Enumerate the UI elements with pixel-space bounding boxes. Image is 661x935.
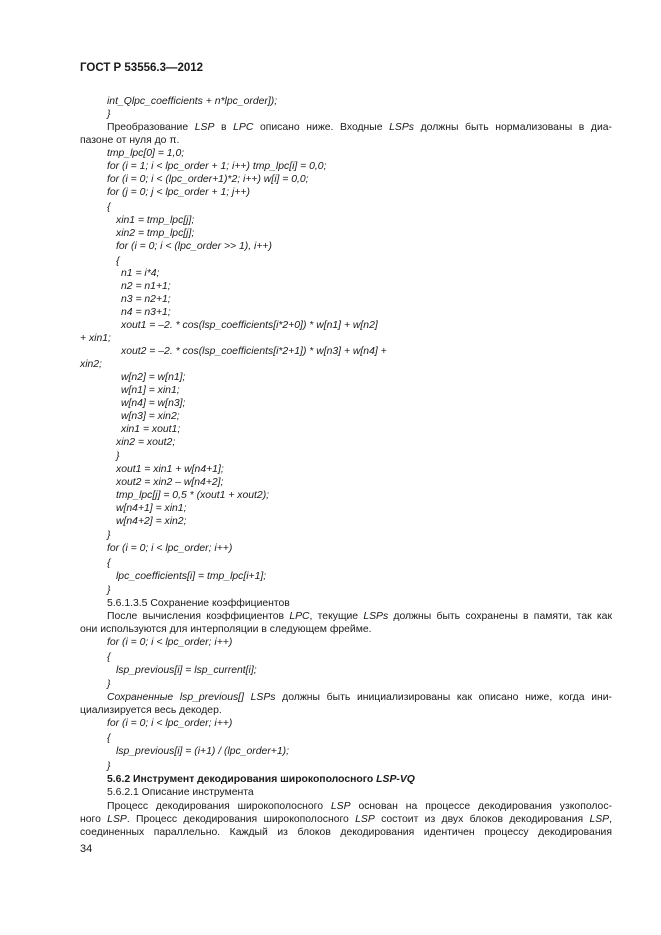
- code-line: xout1 = –2. * cos(lsp_coefficients[i*2+0]) * w[n1] + w[n2]: [121, 320, 378, 331]
- code-line: for (i = 1; i < lpc_order + 1; i++) tmp_lpc[i] = 0,0;: [107, 161, 327, 172]
- code-line: tmp_lpc[j] = 0,5 * (xout1 + xout2);: [116, 490, 270, 501]
- code-line: n2 = n1+1;: [121, 281, 171, 292]
- code-line: w[n1] = xin1;: [121, 385, 180, 396]
- code-line: + xin1;: [80, 333, 111, 344]
- code-line: w[n2] = w[n1];: [121, 372, 186, 383]
- code-line: }: [107, 109, 111, 120]
- text-line: 5.6.1.3.5 Сохранение коэффициентов: [107, 598, 290, 609]
- code-line: lsp_previous[i] = (i+1) / (lpc_order+1);: [116, 746, 289, 757]
- code-line: for (i = 0; i < (lpc_order >> 1), i++): [116, 241, 272, 252]
- code-line: xout2 = xin2 – w[n4+2];: [116, 477, 224, 488]
- code-line: lpc_coefficients[i] = tmp_lpc[i+1];: [116, 571, 267, 582]
- text-line: пазоне от нуля до π.: [80, 135, 180, 146]
- code-line: w[n3] = xin2;: [121, 411, 180, 422]
- text-line: они используются для интерполяции в следующем фрейме.: [80, 624, 372, 635]
- code-line: {: [107, 202, 111, 213]
- code-line: xin2 = xout2;: [116, 437, 176, 448]
- code-line: xin2 = tmp_lpc[j];: [116, 228, 195, 239]
- code-line: {: [116, 256, 120, 267]
- code-line: n3 = n2+1;: [121, 294, 171, 305]
- code-line: xout1 = xin1 + w[n4+1];: [116, 464, 224, 475]
- page-number: 34: [80, 843, 93, 855]
- code-line: }: [107, 530, 111, 541]
- text-line: После вычисления коэффициентов LPC, текущие LSPs должны быть сохранены в памяти, так как: [107, 611, 613, 622]
- code-line: {: [107, 733, 111, 744]
- code-line: n1 = i*4;: [121, 268, 160, 279]
- code-line: for (i = 0; i < lpc_order; i++): [107, 718, 233, 729]
- code-line: xin2;: [80, 359, 102, 370]
- text-line: соединенных параллельно. Каждый из блоков декодирования идентичен процессу декодирования: [80, 827, 612, 838]
- text-line: Преобразование LSP в LPC описано ниже. Входные LSPs должны быть нормализованы в диа-: [107, 122, 613, 133]
- code-line: xout2 = –2. * cos(lsp_coefficients[i*2+1]) * w[n3] + w[n4] +: [121, 346, 387, 357]
- code-line: {: [107, 558, 111, 569]
- code-line: w[n4+2] = xin2;: [116, 516, 187, 527]
- code-line: tmp_lpc[0] = 1,0;: [107, 148, 185, 159]
- code-line: int_Qlpc_coefficients + n*lpc_order]);: [107, 96, 278, 107]
- code-line: {: [107, 652, 111, 663]
- text-line: 5.6.2 Инструмент декодирования широкополосного LSP-VQ: [107, 774, 415, 785]
- code-line: }: [107, 679, 111, 690]
- text-line: Процесс декодирования широкополосного LSP основан на процессе декодирования узкополос-: [107, 801, 612, 812]
- text-line: циализируется весь декодер.: [80, 705, 222, 716]
- code-line: }: [116, 451, 120, 462]
- code-line: lsp_previous[i] = lsp_current[i];: [116, 665, 257, 676]
- code-line: for (i = 0; i < (lpc_order+1)*2; i++) w[i] = 0,0;: [107, 174, 309, 185]
- code-line: w[n4] = w[n3];: [121, 398, 186, 409]
- text-line: Сохраненные lsp_previous[] LSPs должны быть инициализированы как описано ниже, когда ини-: [107, 692, 612, 703]
- text-line: ного LSP. Процесс декодирования широкополосного LSP состоит из двух блоков декодирования LSP,: [80, 814, 612, 825]
- text-line: 5.6.2.1 Описание инструмента: [107, 787, 254, 798]
- code-line: w[n4+1] = xin1;: [116, 503, 187, 514]
- code-line: }: [107, 585, 111, 596]
- code-line: for (j = 0; j < lpc_order + 1; j++): [107, 187, 250, 198]
- code-line: }: [107, 761, 111, 772]
- code-line: xin1 = tmp_lpc[j];: [116, 215, 195, 226]
- code-line: xin1 = xout1;: [121, 424, 181, 435]
- code-line: n4 = n3+1;: [121, 307, 171, 318]
- code-line: for (i = 0; i < lpc_order; i++): [107, 637, 233, 648]
- code-line: for (i = 0; i < lpc_order; i++): [107, 543, 233, 554]
- document-header: ГОСТ Р 53556.3—2012: [80, 62, 204, 74]
